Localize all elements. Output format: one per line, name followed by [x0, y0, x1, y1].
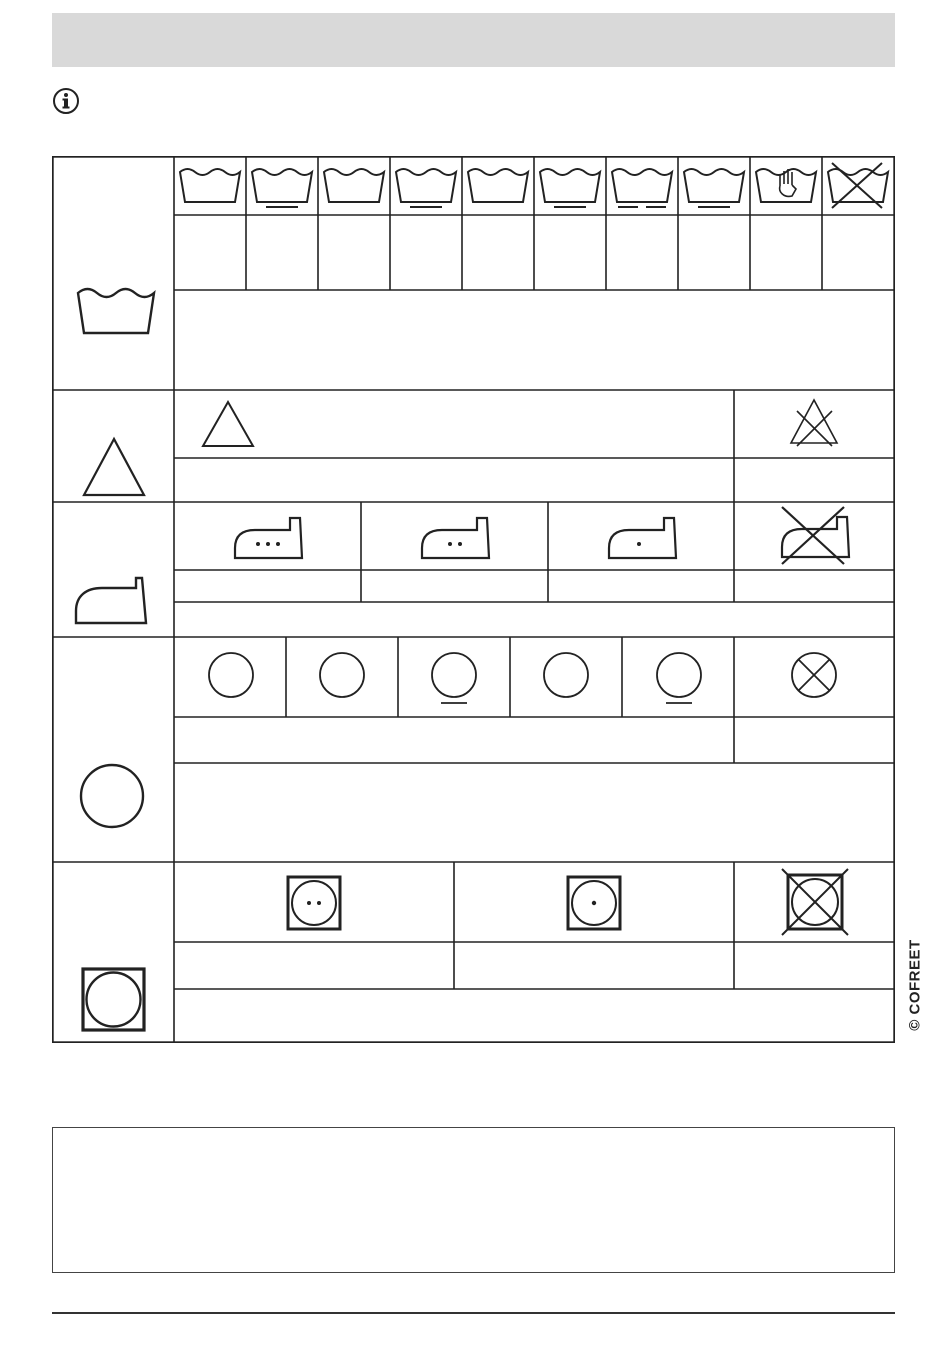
- care-symbol-table: [52, 156, 895, 1043]
- iron-two-dots-icon: [422, 518, 489, 558]
- dry-clean-circle-icon: [81, 765, 143, 827]
- info-circle-icon: [52, 87, 80, 115]
- do-not-tumble-dry-icon: [782, 869, 848, 935]
- bleach-triangle-icon: [203, 402, 253, 446]
- do-not-bleach-icon: [791, 400, 837, 446]
- section-header-bar: [52, 13, 895, 67]
- bleach-triangle-icon: [84, 439, 144, 495]
- tumble-dry-one-dot-icon: [568, 877, 620, 929]
- do-not-iron-icon: [782, 507, 849, 564]
- washtub-underlined-icon: [684, 169, 744, 207]
- table-grid: [52, 156, 895, 1043]
- iron-icon: [76, 578, 146, 623]
- iron-three-dots-icon: [235, 518, 302, 558]
- copyright-notice: [898, 930, 932, 1040]
- footer-rule: [52, 1312, 895, 1314]
- washtub-icon: [78, 289, 154, 333]
- washtub-underlined-icon: [396, 169, 456, 207]
- note-box: [52, 1127, 895, 1273]
- washtub-icon: [468, 169, 528, 202]
- hand-wash-icon: [756, 169, 816, 202]
- washtub-double-underlined-icon: [612, 169, 672, 207]
- do-not-wash-icon: [828, 163, 888, 208]
- dry-clean-circle-underlined-icon: [432, 653, 476, 703]
- washtub-icon: [324, 169, 384, 202]
- washtub-underlined-icon: [540, 169, 600, 207]
- dry-clean-circle-icon: [544, 653, 588, 697]
- dry-clean-circle-underlined-icon: [657, 653, 701, 703]
- washtub-underlined-icon: [252, 169, 312, 207]
- tumble-dry-icon: [83, 969, 144, 1030]
- copyright-text: © COFREET: [906, 939, 924, 1031]
- dry-clean-circle-icon: [320, 653, 364, 697]
- iron-one-dot-icon: [609, 518, 676, 558]
- tumble-dry-two-dots-icon: [288, 877, 340, 929]
- washtub-icon: [180, 169, 240, 202]
- dry-clean-circle-icon: [209, 653, 253, 697]
- do-not-dry-clean-icon: [792, 653, 836, 697]
